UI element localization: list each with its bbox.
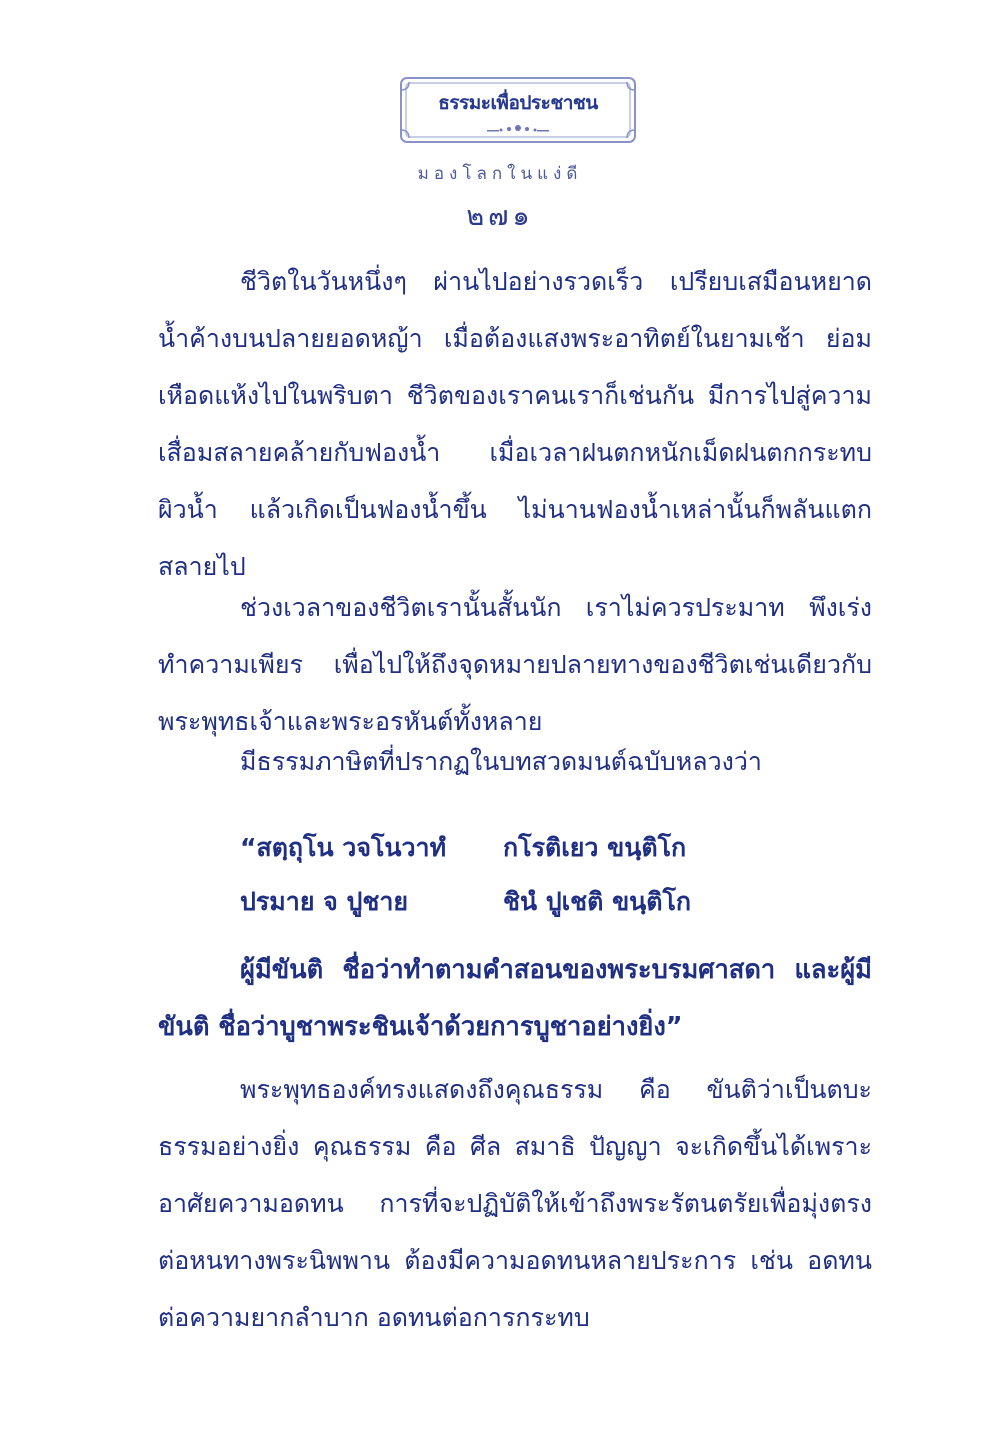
page-number: ๒๗๑ (466, 201, 534, 232)
header-logo (399, 76, 637, 156)
verse-line-2-b: ชินํ ปูเชติ ขนฺติโก (503, 887, 692, 916)
paragraph-5: พระพุทธองค์ทรงแสดงถึงคุณธรรม คือ ขันติว่าเป็นตบะธรรมอย่างยิ่ง คุณธรรม คือ ศีล สมาธิ ปัญญา จะเกิดขึ้นได้เพราะอาศัยความอดทน การที่จะปฏิบัติให้เข้าถึงพระรัตนตรัยเพื่อมุ่งตรงต่อหนทางพระนิพพาน ต้องมีความอดทนหลายประการ เช่น อดทนต่อความยากลำบาก อดทนต่อการกระทบ (158, 1075, 872, 1332)
section-title: มองโลกในแง่ดี (417, 164, 583, 184)
paragraph-1: ชีวิตในวันหนึ่งๆ ผ่านไปอย่างรวดเร็ว เปรียบเสมือนหยาดน้ำค้างบนปลายยอดหญ้า เมื่อต้องแสงพระอาทิตย์ในยามเช้า ย่อมเหือดแห้งไปในพริบตา ชีวิตของเราคนเราก็เช่นกัน มีการไปสู่ความเสื่อมสลายคล้ายกับฟองน้ำ เมื่อเวลาฝนตกหนักเม็ดฝนตกกระทบผิวน้ำ แล้วเกิดเป็นฟองน้ำขึ้น ไม่นานฟองน้ำเหล่านั้นก็พลันแตกสลายไป (158, 267, 872, 581)
paragraph-3: มีธรรมภาษิตที่ปรากฏในบทสวดมนต์ฉบับหลวงว่า (240, 747, 762, 776)
paragraph-2: ช่วงเวลาของชีวิตเรานั้นสั้นนัก เราไม่ควรประมาท พึงเร่งทำความเพียร เพื่อไปให้ถึงจุดหมายปลายทางของชีวิตเช่นเดียวกับพระพุทธเจ้าและพระอรหันต์ทั้งหลาย (158, 593, 872, 736)
verse-line-2-a: ปรมาย จ ปูชาย (240, 887, 409, 916)
verse-line-1-a: “สตฺถุโน วจโนวาทํ (240, 833, 447, 862)
logo-text: ธรรมะเพื่อประชาชน (438, 92, 598, 114)
verse-line-1-b: กโรติเยว ขนฺติโก (503, 833, 687, 862)
verse-translation: ผู้มีขันติ ชื่อว่าทำตามคำสอนของพระบรมศาสดา และผู้มีขันติ ชื่อว่าบูชาพระชินเจ้าด้วยการบูชาอย่างยิ่ง” (158, 955, 872, 1042)
